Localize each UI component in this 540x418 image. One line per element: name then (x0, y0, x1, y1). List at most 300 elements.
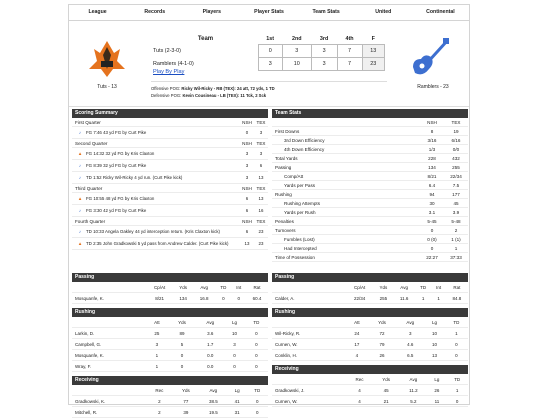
tuts-logo-icon: ▲ (77, 151, 83, 156)
nav-player-stats[interactable]: Player Stats (254, 9, 284, 15)
stat-cell: 1 (146, 361, 168, 372)
team-stat-nsh: 5-45 (427, 218, 437, 224)
player-name[interactable]: Gradkowski, K. (72, 396, 146, 407)
stat-cell: 16.8 (193, 293, 215, 304)
team-stat-tex: 19 (453, 128, 459, 134)
play-score-tex: 13 (258, 196, 264, 201)
stat-cell: 0 (245, 328, 268, 339)
table-row (72, 361, 268, 372)
play-description: TD 1:52 Ricky Wil-Ricky 4 yd run. (Curt Pike kick) (86, 174, 183, 180)
stat-cell: 17 (346, 339, 368, 350)
team-stat-row (272, 127, 468, 136)
ramblers-score-row (153, 58, 385, 71)
column-header: TD (446, 374, 468, 385)
tuts-team-name: Tuts (2-3-0) (153, 48, 181, 54)
team-stats-col-nsh: NSH (427, 119, 437, 125)
team-stats-col-tex: TEX (451, 119, 461, 125)
play-by-play-link[interactable]: Play By Play (153, 69, 185, 75)
top-nav (69, 5, 469, 21)
play-description: FG 14:32 32 yd FG by Kris Claxton (86, 150, 155, 156)
stat-cell: 0 (247, 407, 268, 418)
stat-cell: 3 (224, 339, 244, 350)
team-stat-row (272, 136, 468, 145)
column-header: Yds (168, 317, 196, 328)
table-row (72, 407, 268, 418)
player-name[interactable]: Mosquanfe, K. (72, 293, 146, 304)
scoring-play (72, 160, 268, 172)
nav-league[interactable]: League (88, 9, 107, 15)
players-of-game (151, 81, 387, 99)
right-rushing-table (272, 317, 468, 361)
stat-cell: 3 (396, 328, 424, 339)
team-stat-row (272, 253, 468, 262)
ramblers-team-name: Ramblers (4-1-0) (153, 61, 194, 67)
stat-cell: 0 (445, 339, 468, 350)
stat-cell: 8/21 (146, 293, 173, 304)
quarter-col-nsh: NSH (242, 185, 252, 191)
stat-cell: 3.6 (196, 328, 224, 339)
player-name[interactable]: Curnen, W. (272, 396, 346, 407)
column-header: TD (415, 282, 431, 293)
team-stat-nsh: 3/16 (427, 137, 437, 143)
tuts-q1: 0 (258, 45, 282, 58)
team-stat-tex: 37:33 (450, 254, 462, 260)
team-stats-header: Team Stats (272, 109, 468, 118)
right-passing-table (272, 282, 468, 304)
team-stat-label: Time of Possession (275, 254, 315, 260)
column-header: Cp/At (146, 282, 173, 293)
stat-cell: 0 (247, 396, 268, 407)
stat-cell: 26 (427, 385, 446, 396)
stat-cell: 1.7 (196, 339, 224, 350)
team-stat-label: Fumbles (Lost) (284, 236, 315, 242)
team-stat-row (272, 199, 468, 208)
stat-cell: 0 (245, 350, 268, 361)
ramblers-guitar-icon: ♪ (78, 208, 82, 213)
stat-cell: 22/34 (346, 293, 373, 304)
ramblers-guitar-icon: ♪ (78, 163, 82, 168)
tuts-score-row (153, 45, 385, 58)
defensive-pog-value: Kevin Cousineau - LB (TEX): 11 Tck, 2 Sck (182, 93, 267, 98)
stat-cell: 4 (346, 385, 373, 396)
game-header (69, 21, 469, 107)
quarter-col-tex: TEX (256, 119, 266, 125)
stat-cell: 0.0 (196, 361, 224, 372)
column-header: Rec (146, 385, 173, 396)
offensive-pog (151, 85, 387, 92)
column-header: Yds (173, 385, 199, 396)
tuts-caption: Tuts - 13 (97, 84, 117, 90)
column-header: Att (346, 317, 368, 328)
team-stat-nsh: 1/3 (428, 146, 436, 152)
stat-cell: 0 (446, 396, 468, 407)
column-header: Int (431, 282, 445, 293)
column-header: Yds (373, 282, 393, 293)
team-stat-label: 3rd Down Efficiency (284, 137, 325, 143)
right-column (272, 109, 468, 262)
ramblers-guitar-icon: ♪ (78, 175, 82, 180)
team-stat-tex: 6/16 (451, 137, 461, 143)
tuts-logo-icon: ▲ (77, 241, 83, 246)
team-stat-row (272, 190, 468, 199)
play-score-nsh: 6 (245, 196, 249, 201)
column-header: Lg (224, 317, 244, 328)
stat-cell: 134 (173, 293, 193, 304)
team-stat-row (272, 154, 468, 163)
team-stat-row (272, 181, 468, 190)
quarter-col-tex: TEX (256, 218, 266, 224)
team-stat-label: First Downs (275, 128, 300, 134)
scoring-summary-body (72, 118, 268, 250)
ramblers-q1: 3 (258, 58, 282, 71)
column-header: Rec (346, 374, 373, 385)
table-header-row (72, 385, 268, 396)
stat-cell: 0 (445, 350, 468, 361)
play-score-tex: 23 (258, 241, 264, 246)
column-header: TD (245, 317, 268, 328)
play-score-tex: 3 (259, 130, 263, 135)
stat-cell: 24 (346, 328, 368, 339)
table-header-row (72, 317, 268, 328)
player-name[interactable]: Wray, F. (72, 361, 146, 372)
team-stats-col-headers (272, 118, 468, 127)
stat-cell: 38.5 (199, 396, 228, 407)
stat-cell: 4 (346, 396, 373, 407)
stat-cell: 1 (446, 385, 468, 396)
play-score-nsh: 6 (245, 208, 249, 213)
play-score-tex: 6 (259, 163, 263, 168)
team-stat-nsh: 30 (429, 200, 435, 206)
play-description: TD 2:35 John Gradkowski 5 yd pass from Andrew Calder. (Curt Pike kick) (86, 240, 229, 246)
stat-cell: 255 (373, 293, 393, 304)
play-score-nsh: 3 (245, 151, 249, 156)
nav-records[interactable]: Records (144, 9, 166, 15)
q3-header: 3rd (319, 35, 329, 42)
table-row (272, 328, 468, 339)
scoreboard-team-header: Team (197, 35, 214, 42)
team-stat-tex: 22/34 (450, 173, 462, 179)
quarter-header (72, 118, 268, 127)
table-row (72, 396, 268, 407)
play-description: FG 10:55 48 yd FG by Kris Claxton (86, 195, 155, 201)
left-bottom (72, 273, 268, 418)
stat-cell: 1 (146, 350, 168, 361)
quarter-header (72, 139, 268, 148)
team-stat-nsh: 0 (430, 227, 434, 233)
ramblers-q2: 10 (282, 58, 311, 71)
stat-cell: 0 (224, 361, 244, 372)
stat-cell: 6.5 (396, 350, 424, 361)
team-stat-tex: 432 (452, 155, 460, 161)
stat-cell: 13 (424, 350, 444, 361)
scoring-play (72, 127, 268, 139)
play-score-nsh: 0 (245, 130, 249, 135)
column-header: TD (215, 282, 231, 293)
column-header: Att (146, 317, 168, 328)
team-stats-body (272, 127, 468, 262)
right-rushing-header: Rushing (272, 308, 468, 317)
team-stat-label: Turnovers (275, 227, 296, 233)
scoring-play (72, 172, 268, 184)
defensive-pog-label: Defensive POG: (151, 93, 182, 98)
defensive-pog (151, 92, 387, 99)
column-header: Avg (193, 282, 215, 293)
team-stat-label: Had Intercepted (284, 245, 317, 251)
ramblers-q3: 3 (311, 58, 337, 71)
table-row (272, 396, 468, 407)
tuts-q2: 3 (282, 45, 311, 58)
team-stat-tex: 177 (452, 191, 460, 197)
stat-cell: 4.6 (396, 339, 424, 350)
player-name[interactable]: Calder, A. (272, 293, 346, 304)
offensive-pog-value: Ricky Wil-Ricky - RB (TEX): 24 att, 72 yds, 1 TD (181, 86, 275, 91)
scoring-play (72, 193, 268, 205)
stat-cell: 1 (415, 293, 431, 304)
tuts-final: 13 (362, 45, 384, 58)
team-stat-label: Total Yards (275, 155, 298, 161)
stat-cell: 11 (427, 396, 446, 407)
stat-cell: 26 (368, 350, 396, 361)
play-description: TD 10:33 Angela Oakley 44 yd interception return. (Kris Claxton kick) (86, 228, 220, 234)
team-stat-nsh: 94 (429, 191, 435, 197)
scoring-summary-header: Scoring Summary (72, 109, 268, 118)
column-header: Avg (399, 374, 427, 385)
player-name[interactable]: Wil-Ricky, R. (272, 328, 346, 339)
quarter-col-tex: TEX (256, 185, 266, 191)
table-header-row (72, 282, 268, 293)
quarter-label: Fourth Quarter (75, 218, 106, 224)
column-header: Lg (228, 385, 247, 396)
team-stat-nsh: 8/21 (427, 173, 437, 179)
right-bottom (272, 273, 468, 407)
column-header: TD (445, 317, 468, 328)
left-rushing-header: Rushing (72, 308, 268, 317)
play-score-tex: 13 (258, 175, 264, 180)
quarter-label: Third Quarter (75, 185, 103, 191)
nav-continental[interactable]: Continental (426, 9, 455, 15)
quarter-header (72, 217, 268, 226)
table-row (272, 350, 468, 361)
stat-cell: 41 (228, 396, 247, 407)
offensive-pog-label: Offensive POG: (151, 86, 181, 91)
team-stat-row (272, 172, 468, 181)
team-stat-row (272, 244, 468, 253)
left-receiving-table (72, 385, 268, 418)
play-description: FG 7:46 43 yd FG by Curt Pike (86, 129, 147, 135)
stat-cell: 45 (373, 385, 399, 396)
scoring-play (72, 238, 268, 250)
left-passing-table (72, 282, 268, 304)
team-stat-label: Penalties (275, 218, 294, 224)
stat-cell: 0 (245, 339, 268, 350)
stat-cell: 0.0 (196, 350, 224, 361)
play-description: FG 3:30 42 yd FG by Curt Pike (86, 207, 147, 213)
table-header-row (272, 374, 468, 385)
column-header: Avg (396, 317, 424, 328)
column-header: Int (232, 282, 246, 293)
stat-cell: 4 (346, 350, 368, 361)
team-stat-label: Passing (275, 164, 292, 170)
play-score-nsh: 3 (245, 175, 249, 180)
team-stat-row (272, 235, 468, 244)
stat-cell: 31 (228, 407, 247, 418)
quarter-col-nsh: NSH (242, 119, 252, 125)
quarter-label: First Quarter (75, 119, 101, 125)
ramblers-caption: Ramblers - 23 (417, 84, 449, 90)
team-stat-tex: 45 (453, 200, 459, 206)
team-stat-tex: 255 (452, 164, 460, 170)
stat-cell: 0 (224, 350, 244, 361)
player-name[interactable]: Gradkowski, J. (272, 385, 346, 396)
right-receiving-header: Receiving (272, 365, 468, 374)
stat-cell: 39 (173, 407, 199, 418)
stat-cell: 0 (168, 350, 196, 361)
tuts-q4: 7 (337, 45, 362, 58)
play-description: FG 8:39 32 yd FG by Curt Pike (86, 162, 147, 168)
stat-cell: 0 (245, 361, 268, 372)
team-stat-nsh: 228 (428, 155, 436, 161)
right-passing-header: Passing (272, 273, 468, 282)
team-stat-tex: 3.9 (452, 209, 460, 215)
tuts-logo-icon (87, 39, 127, 79)
team-stat-label: 4th Down Efficiency (284, 146, 325, 152)
team-stat-tex: 5-48 (451, 218, 461, 224)
player-name[interactable]: Curnen, W. (272, 339, 346, 350)
quarter-col-nsh: NSH (242, 218, 252, 224)
column-header: Yds (373, 374, 399, 385)
left-rushing-table (72, 317, 268, 372)
team-stat-label: Comp/Att (284, 173, 304, 179)
ramblers-guitar-icon: ♪ (78, 130, 82, 135)
table-row (72, 328, 268, 339)
column-header: Avg (393, 282, 414, 293)
quarter-label: Second Quarter (75, 140, 108, 146)
player-name[interactable]: Larkin, D. (72, 328, 146, 339)
play-score-nsh: 13 (244, 241, 250, 246)
ramblers-guitar-logo-icon (407, 37, 451, 79)
stat-cell: 3 (146, 339, 168, 350)
player-name[interactable]: Mosquanfe, K. (72, 350, 146, 361)
play-score-tex: 16 (258, 208, 264, 213)
stat-cell: 84.8 (446, 293, 468, 304)
scoring-play (72, 205, 268, 217)
stat-cell: 11.6 (393, 293, 414, 304)
team-stat-tex: 2 (454, 227, 458, 233)
stat-cell: 89 (168, 328, 196, 339)
quarter-col-tex: TEX (256, 140, 266, 146)
ramblers-guitar-icon: ♪ (78, 229, 82, 234)
scoreboard (153, 33, 385, 71)
column-header: Avg (196, 317, 224, 328)
nav-team-stats[interactable]: Team Stats (312, 9, 340, 15)
column-header: Rat (246, 282, 268, 293)
column-header: Avg (199, 385, 228, 396)
column-header (72, 282, 146, 293)
stat-cell: 11.2 (399, 385, 427, 396)
right-receiving-table (272, 374, 468, 407)
table-row (72, 293, 268, 304)
table-header-row (272, 282, 468, 293)
table-row (72, 350, 268, 361)
stat-cell: 0 (232, 293, 246, 304)
team-stat-nsh: 0 (0) (427, 236, 437, 242)
column-header: TD (247, 385, 268, 396)
game-panel (68, 4, 470, 415)
table-row (272, 385, 468, 396)
team-stat-row (272, 208, 468, 217)
stat-cell: 2 (146, 396, 173, 407)
nav-united[interactable]: United (375, 9, 392, 15)
table-header-row (272, 317, 468, 328)
q2-header: 2nd (291, 35, 302, 42)
stat-cell: 10 (424, 339, 444, 350)
stat-cell: 19.5 (199, 407, 228, 418)
column-header (272, 374, 346, 385)
player-name[interactable]: Campbell, G. (72, 339, 146, 350)
play-score-nsh: 6 (245, 229, 249, 234)
scoring-play (72, 226, 268, 238)
stat-cell: 72 (368, 328, 396, 339)
ramblers-final: 23 (362, 58, 384, 71)
column-header (272, 282, 346, 293)
team-stat-nsh: 3.1 (428, 209, 436, 215)
stat-cell: 1 (431, 293, 445, 304)
stat-cell: 0 (215, 293, 231, 304)
column-header: Yds (173, 282, 193, 293)
final-header: F (371, 35, 375, 42)
stat-cell: 1 (445, 328, 468, 339)
ramblers-q4: 7 (337, 58, 362, 71)
column-header: Lg (424, 317, 444, 328)
team-stat-row (272, 226, 468, 235)
team-stat-nsh: 22:27 (426, 254, 438, 260)
team-stat-row (272, 145, 468, 154)
player-name[interactable]: Mitchell, R. (72, 407, 146, 418)
team-stat-nsh: 8 (430, 128, 434, 134)
table-row (272, 293, 468, 304)
stat-cell: 10 (224, 328, 244, 339)
stat-cell: 21 (373, 396, 399, 407)
table-row (272, 339, 468, 350)
team-stat-label: Rushing Attempts (284, 200, 321, 206)
player-name[interactable]: Conklin, H. (272, 350, 346, 361)
q1-header: 1st (266, 35, 275, 42)
left-passing-header: Passing (72, 273, 268, 282)
scoring-play (72, 148, 268, 160)
team-stat-tex: 1 (1) (451, 236, 461, 242)
tuts-q3: 3 (311, 45, 337, 58)
stat-cell: 60.4 (246, 293, 268, 304)
team-stat-nsh: 0 (430, 245, 434, 251)
play-score-tex: 23 (258, 229, 264, 234)
left-receiving-header: Receiving (72, 376, 268, 385)
stat-cell: 5 (168, 339, 196, 350)
column-header: Cp/At (346, 282, 373, 293)
column-header (272, 317, 346, 328)
quarter-header (72, 184, 268, 193)
stat-cell: 2 (146, 407, 173, 418)
team-stat-tex: 0/0 (452, 146, 460, 152)
stat-cell: 25 (146, 328, 168, 339)
tuts-logo-icon: ▲ (77, 196, 83, 201)
play-score-tex: 3 (259, 151, 263, 156)
team-stat-label: Yards per Rush (284, 209, 316, 215)
nav-players[interactable]: Players (202, 9, 222, 15)
column-header: Yds (368, 317, 396, 328)
stat-cell: 77 (173, 396, 199, 407)
column-header: Lg (427, 374, 446, 385)
stat-cell: 0 (168, 361, 196, 372)
